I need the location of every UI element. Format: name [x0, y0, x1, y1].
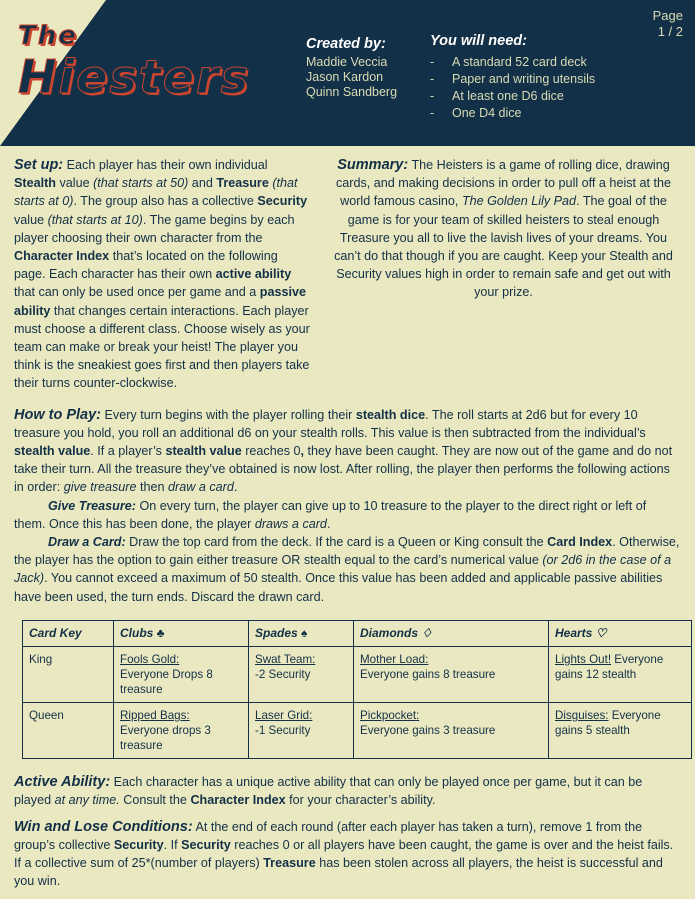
draw-card-italic: (or 2d6 in the case of a Jack) [14, 553, 672, 586]
give-treasure-heading: Give Treasure: [48, 498, 136, 513]
effect-title: Laser Grid: [255, 708, 313, 722]
htp-text: Every turn begins with the player rolling their [101, 407, 356, 422]
page-header [0, 0, 695, 146]
active-ability-section [14, 773, 681, 810]
effect-text: Everyone gains 8 treasure [360, 667, 496, 681]
htp-italic: draw a card [168, 480, 234, 495]
give-treasure-text: . [326, 516, 331, 531]
draw-card-bold: Card Index [547, 535, 613, 550]
list-item [430, 105, 645, 122]
cell-king-spades [249, 646, 354, 702]
bullet-dash: - [430, 106, 435, 120]
cell-queen-hearts [549, 702, 692, 758]
draw-card-heading: Draw a Card: [48, 535, 126, 550]
setup-italic: (that starts at 50) [93, 176, 189, 191]
setup-italic: (that starts at 0) [14, 176, 298, 209]
cell-king-hearts [549, 646, 692, 702]
effect-title: Ripped Bags: [120, 708, 190, 722]
row-label-king: King [23, 646, 114, 702]
effect-title: Lights Out! [555, 652, 612, 666]
setup-text: that can only be used once per game and a [14, 285, 260, 300]
htp-bold: stealth dice [355, 407, 426, 422]
rules-content [0, 146, 695, 891]
htp-bold: , [300, 444, 305, 459]
draw-card-paragraph [14, 533, 681, 606]
setup-text: that’s located on the following page. Each character has their own [14, 249, 278, 282]
win-lose-paragraph [14, 818, 681, 891]
author-name: Jason Kardon [306, 70, 384, 84]
effect-text: -2 Security [255, 667, 311, 681]
summary-text: The Heisters is a game of rolling dice, drawing cards, and making decisions in order to pull off a heist at the world famous casino, [335, 158, 672, 209]
effect-title: Fools Gold: [120, 652, 180, 666]
how-to-play-section [14, 406, 681, 606]
column-header-hearts: Hearts ♡ [549, 620, 692, 646]
htp-text: reaches 0 [241, 444, 301, 459]
cell-queen-spades [249, 702, 354, 758]
author-name: Maddie Veccia [306, 55, 388, 69]
setup-bold: Character Index [14, 249, 110, 264]
win-lose-heading: Win and Lose Conditions: [14, 818, 193, 835]
list-item [430, 71, 645, 88]
aa-text: Each character has a unique active ability that can only be played once per game, but it can be played [14, 774, 643, 808]
requirement-text: A standard 52 card deck [452, 55, 587, 69]
aa-text: for your character’s ability. [285, 793, 436, 808]
win-lose-section [14, 818, 681, 891]
how-to-play-heading: How to Play: [14, 406, 102, 423]
created-by-block [306, 36, 416, 100]
table-row [23, 646, 692, 702]
row-label-queen: Queen [23, 702, 114, 758]
effect-title: Mother Load: [360, 652, 429, 666]
bullet-dash: - [430, 55, 435, 69]
effect-text: Everyone gains 3 treasure [360, 723, 496, 737]
casino-name: The Golden Lily Pad [461, 194, 577, 209]
htp-text: . If a player’s [90, 444, 166, 459]
cell-queen-diamonds [354, 702, 549, 758]
setup-text: value [56, 176, 94, 191]
setup-bold: active ability [215, 267, 292, 282]
setup-text: value [14, 212, 48, 227]
summary-heading: Summary: [337, 157, 409, 173]
requirement-text: Paper and writing utensils [452, 72, 596, 86]
setup-paragraph [14, 156, 310, 393]
setup-section [14, 156, 310, 393]
htp-text: then [136, 480, 169, 495]
wl-text: reaches 0 or all players have been caught, the game is over and the heist fails. If a collective sum of 25*(number of players) [14, 837, 674, 871]
author-name: Quinn Sandberg [306, 85, 398, 99]
column-header-card-key: Card Key [23, 620, 114, 646]
wl-text: . If [163, 837, 182, 852]
active-ability-paragraph [14, 773, 681, 810]
table-row [23, 702, 692, 758]
requirement-text: One D4 dice [452, 106, 522, 120]
effect-text: Everyone gains 5 stealth [555, 708, 661, 737]
htp-bold: stealth value [14, 444, 91, 459]
effect-text: Everyone Drops 8 treasure [120, 667, 213, 696]
summary-paragraph [326, 156, 681, 302]
page-number [653, 8, 683, 40]
aa-bold: Character Index [190, 793, 286, 808]
draw-card-text: . Otherwise, the player has the option to gain either treasure OR stealth equal to the card’s numerical value [14, 535, 680, 568]
bullet-dash: - [430, 72, 435, 86]
requirement-text: At least one D6 dice [452, 89, 564, 103]
cell-king-diamonds [354, 646, 549, 702]
top-columns [14, 156, 681, 393]
title-line-2: Hiesters [18, 50, 251, 104]
effect-title: Swat Team: [255, 652, 316, 666]
summary-section [326, 156, 681, 393]
htp-text: they have been caught. They are now out of the game and do not take their turn. All the treasure they’ve obtained is now lost. After rolling, the player then performs the following actions in order: [14, 444, 673, 495]
active-ability-heading: Active Ability: [14, 773, 111, 790]
setup-bold: passive ability [14, 285, 306, 318]
list-item [430, 88, 645, 105]
bullet-dash: - [430, 89, 435, 103]
htp-text: . The roll starts at 2d6 but for every 10 treasure you hold, you roll an additional d6 on your stealth rolls. This value is then subtracted from the individual’s [14, 407, 646, 440]
draw-card-text: Draw the top card from the deck. If the card is a Queen or King consult the [125, 535, 548, 550]
aa-text: Consult the [119, 793, 191, 808]
setup-heading: Set up: [14, 157, 64, 173]
effect-text: -1 Security [255, 723, 311, 737]
wl-bold: Security [113, 837, 164, 852]
setup-bold: Security [257, 194, 308, 209]
page-value: 1 / 2 [657, 24, 683, 39]
effect-text: Everyone drops 3 treasure [120, 723, 211, 752]
give-treasure-text: On every turn, the player can give up to 10 treasure to the player to the direct right or left of them. Once this has been done, the player [14, 498, 647, 531]
wl-text: At the end of each round (after each player has taken a turn), remove 1 from the group’s collective [14, 819, 643, 852]
setup-text: Each player has their own individual [63, 158, 268, 172]
list-item [430, 54, 645, 71]
wl-text: has been stolen across all players, the heist is successful and you win. [14, 856, 663, 889]
effect-text: Everyone gains 12 stealth [555, 652, 664, 681]
cell-queen-clubs [114, 702, 249, 758]
setup-bold: Treasure [216, 176, 269, 191]
htp-italic: give treasure [63, 480, 137, 495]
setup-text: and [188, 176, 217, 191]
column-header-spades: Spades ♠ [249, 620, 354, 646]
wl-bold: Security [181, 837, 231, 852]
game-title [18, 22, 308, 102]
give-treasure-italic: draws a card [254, 516, 327, 531]
setup-text: . The game begins by each player choosing their own character from the [14, 212, 295, 245]
title-line-1: The [18, 21, 78, 51]
column-header-diamonds: Diamonds ♢ [354, 620, 549, 646]
created-by-heading: Created by: [306, 36, 386, 52]
cell-king-clubs [114, 646, 249, 702]
setup-text: that changes certain interactions. Each player must choose a different class. Choose wisely as your team can make or break your heist! The player you think is the sneakiest goes first and then players take their turns counter-clockwise. [14, 303, 310, 391]
setup-bold: Stealth [14, 176, 56, 191]
draw-card-text: . You cannot exceed a maximum of 50 stealth. Once this value has been added and applicable passive abilities have been used, the turn ends. Discard the drawn card. [14, 571, 663, 604]
htp-text: . [233, 480, 238, 495]
table-header-row [23, 620, 692, 646]
give-treasure-paragraph [14, 497, 681, 533]
card-index-table [22, 620, 692, 759]
effect-title: Disguises: [555, 708, 609, 722]
wl-bold: Treasure [263, 856, 316, 871]
requirements-block [430, 33, 645, 122]
summary-text: . The goal of the game is for your team of skilled heisters to steal enough Treasure you all to live the lavish lives of your dreams. You can’t do that though if you are caught. Keep your Stealth and Security values high in order to remain safe and get out with your prize. [334, 194, 673, 300]
effect-title: Pickpocket: [360, 708, 420, 722]
page-label: Page [652, 8, 683, 23]
htp-bold: stealth value [165, 444, 242, 459]
column-header-clubs: Clubs ♣ [114, 620, 249, 646]
setup-italic: (that starts at 10) [47, 212, 143, 227]
setup-text: . The group also has a collective [73, 194, 258, 209]
how-to-play-paragraph [14, 406, 681, 497]
aa-italic: at any time. [54, 793, 120, 808]
requirements-heading: You will need: [430, 33, 527, 49]
